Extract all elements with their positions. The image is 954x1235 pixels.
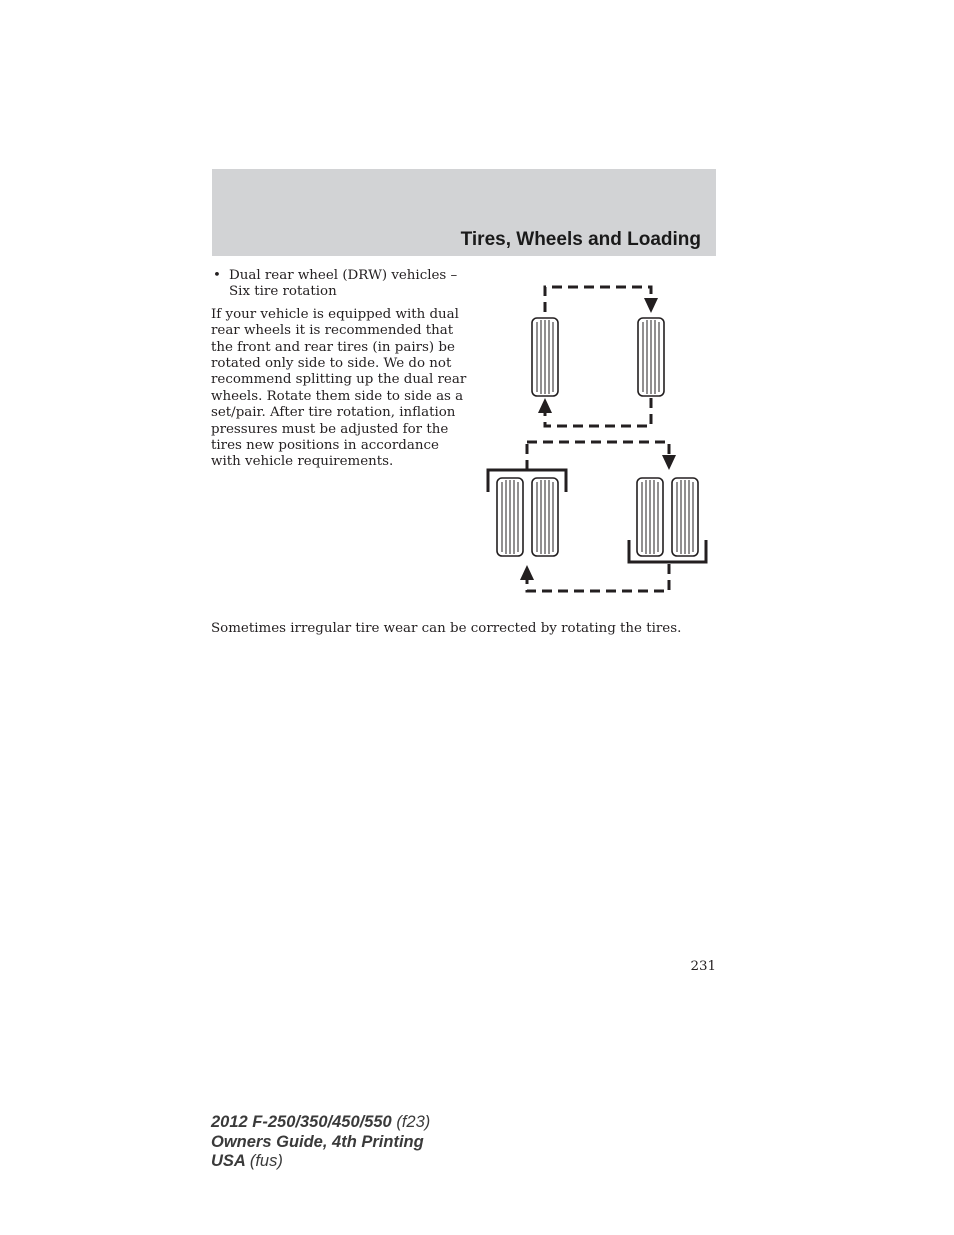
arrow-down-icon <box>644 298 658 313</box>
front-rotation-path <box>545 287 651 426</box>
footer-model-code: (f23) <box>396 1113 431 1131</box>
body-paragraph: If your vehicle is equipped with dual rear wheels it is recommended that the front and rear tires (in pairs) be rotated only side to side. We do not recommend splitting up the dual rear wheels. Rotate them side to side as a set/pair. After tire rotation, inflation pressures must be adjusted for the tires new positions in accordance with vehicle requirements. <box>211 306 467 470</box>
footer-market: USA <box>211 1152 246 1170</box>
section-title: Tires, Wheels and Loading <box>460 229 701 250</box>
footer-market-code: (fus) <box>249 1152 283 1170</box>
arrow-up-icon <box>520 565 534 580</box>
document-footer <box>211 1113 430 1172</box>
text-column <box>211 268 467 471</box>
bullet-text: Dual rear wheel (DRW) vehicles – Six tire rotation <box>229 268 458 300</box>
page-number: 231 <box>690 959 716 974</box>
footer-model: 2012 F-250/350/450/550 <box>211 1113 392 1131</box>
front-right-tire <box>638 318 664 396</box>
arrow-up-icon <box>538 398 552 413</box>
rear-right-dual-tires <box>629 478 706 562</box>
arrow-down-icon <box>662 455 676 470</box>
front-left-tire <box>532 318 558 396</box>
footer-line-market <box>211 1152 430 1172</box>
tire-rotation-diagram <box>480 280 716 600</box>
bullet-item <box>211 268 467 301</box>
bullet-dot-icon: • <box>213 268 221 283</box>
rear-left-dual-tires <box>488 442 566 556</box>
footer-line-guide: Owners Guide, 4th Printing <box>211 1132 424 1151</box>
section-header-band <box>212 169 716 256</box>
footer-line-model <box>211 1113 430 1133</box>
closing-paragraph: Sometimes irregular tire wear can be corrected by rotating the tires. <box>211 621 682 636</box>
